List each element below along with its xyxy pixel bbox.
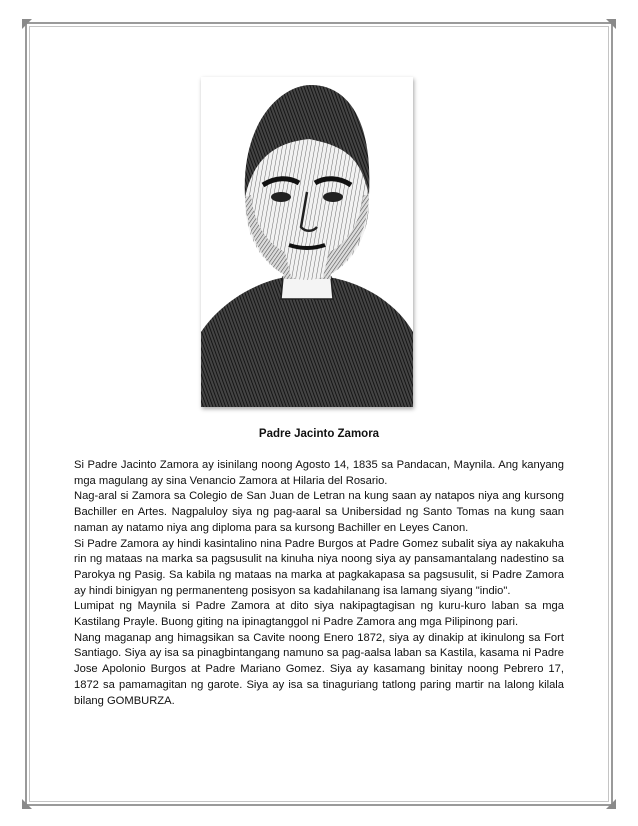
portrait-engraving-icon (201, 77, 413, 407)
corner-ornament-icon (21, 18, 33, 30)
paragraph: Lumipat ng Maynila si Padre Zamora at dito siya nakipagtagisan ng kuru-kuro laban sa mga Kastilang Prayle. Buong giting na ipinagtanggol ni Padre Zamora ang mga Pilipinong pari. (74, 600, 564, 629)
paragraph: Nag-aral si Zamora sa Colegio de San Juan de Letran na kung saan ay natapos niya ang kursong Bachiller en Artes. Nagpaluloy siya ng pag-aaral sa Unibersidad ng Santo Tomas na kung saan naman ay natamo niya ang diploma para sa kursong Bachiller en Leyes Canon. (74, 490, 564, 534)
paragraph: Si Padre Zamora ay hindi kasintalino nina Padre Burgos at Padre Gomez subalit siya ay nakakuha rin ng mataas na marka sa pagsusulit na kinuha niya noong siya ay pansamantalang nadestino sa Parokya ng Pasig. Sa kabila ng mataas na marka at pagkakapasa sa pagsusulit, si Padre Zamora ay hindi binigyan ng permanenteng posisyon sa kadahilanang isa lamang siyang "indio". (74, 537, 564, 597)
corner-ornament-icon (605, 798, 617, 810)
portrait-image (201, 77, 413, 407)
paragraph: Si Padre Jacinto Zamora ay isinilang noong Agosto 14, 1835 sa Pandacan, Maynila. Ang kanyang mga magulang ay sina Venancio Zamora at Hilaria del Rosario. (74, 459, 564, 487)
corner-ornament-icon (605, 18, 617, 30)
portrait-caption: Padre Jacinto Zamora (258, 428, 380, 440)
article-body (74, 458, 564, 709)
corner-ornament-icon (21, 798, 33, 810)
paragraph: Nang maganap ang himagsikan sa Cavite noong Enero 1872, siya ay dinakip at ikinulong sa Fort Santiago. Siya ay isa sa pinagbintangang namuno sa pag-aalsa laban sa Kastila, kasama ni Padre Jose Apolonio Burgos at Padre Mariano Gomez. Siya ay kasamang binitay noong Pebrero 17, 1872 sa pamamagitan ng garote. Siya ay isa sa tinaguriang tatlong paring martir na lalong kilala bilang GOMBURZA. (74, 631, 564, 707)
